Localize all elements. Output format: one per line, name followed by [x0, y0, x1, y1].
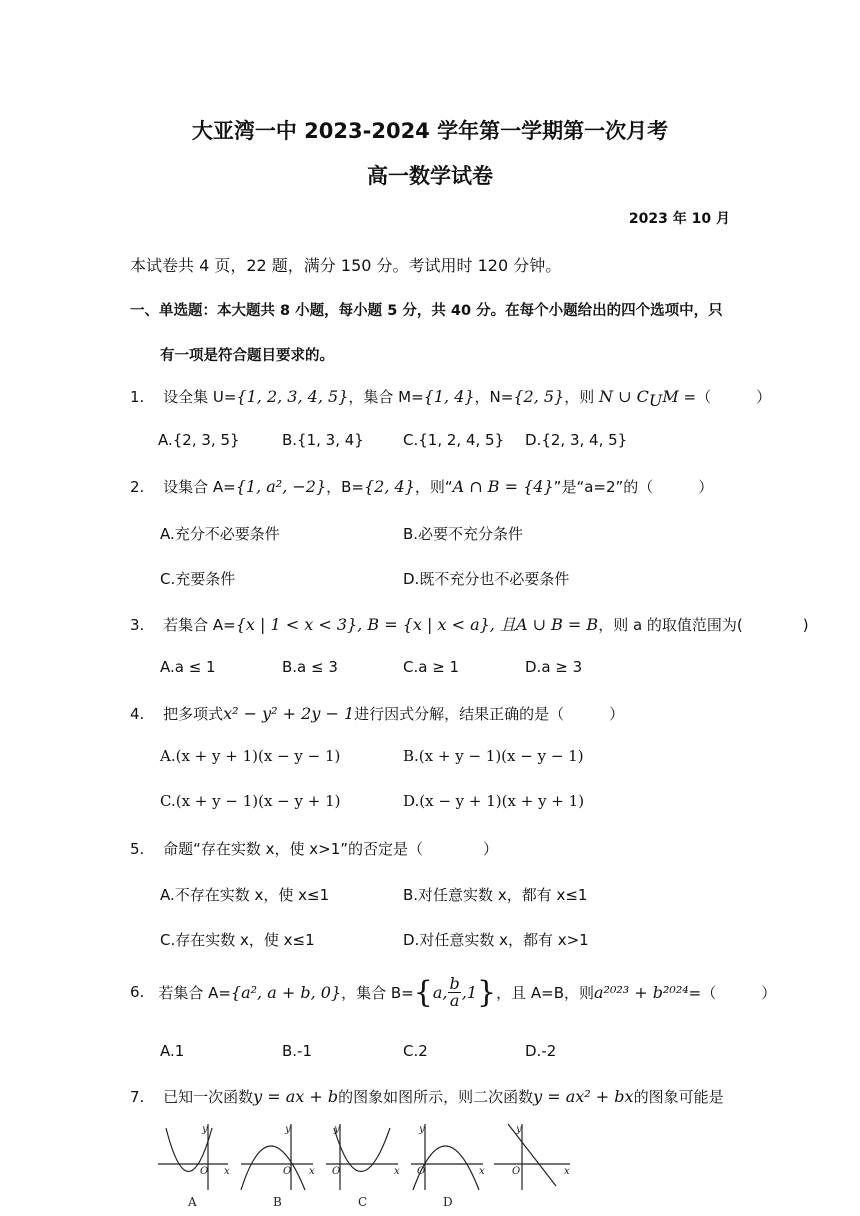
right-brace: } [477, 974, 497, 1010]
option-a: A.(x + y + 1)(x − y − 1) [160, 747, 341, 765]
y-axis-label: y [419, 1124, 425, 1135]
origin-label: O [332, 1166, 341, 1177]
exam-title: 大亚湾一中 2023-2024 学年第一学期第一次月考 [191, 119, 669, 143]
question-1: 1. 设全集 U={1, 2, 3, 4, 5}，集合 M={1, 4}，N={2, 5}，则 N ∪ $C_UM$ =（ ） [130, 387, 772, 410]
option-d: D.对任意实数 x，都有 x>1 [403, 931, 589, 949]
origin-label: O [283, 1166, 292, 1177]
question-number: 4. [130, 705, 145, 723]
graph-label: D [443, 1195, 453, 1209]
origin-label: O [417, 1166, 426, 1177]
question-number: 2. [130, 478, 145, 496]
option-c: C.存在实数 x，使 x≤1 [160, 931, 315, 949]
option-b: B.对任意实数 x，都有 x≤1 [403, 886, 588, 904]
y-axis-label: y [202, 1124, 208, 1135]
option-d: D.a ≥ 3 [525, 658, 583, 676]
question-4: 4. 把多项式x² − y² + 2y − 1进行因式分解，结果正确的是（ ） [130, 704, 625, 723]
question-number: 5. [130, 840, 145, 858]
option-a: A.a ≤ 1 [160, 658, 216, 676]
graph-label: A [188, 1195, 197, 1209]
y-axis-label: y [516, 1124, 522, 1135]
option-c: C.充要条件 [160, 570, 236, 588]
exam-intro: 本试卷共 4 页，22 题，满分 150 分。考试用时 120 分钟。 [130, 256, 562, 275]
linear-function-graph [494, 1124, 570, 1190]
question-7: 7. 已知一次函数y = ax + b的图象如图所示，则二次函数y = ax² + bx的图象可能是 [130, 1087, 724, 1106]
left-brace: { [413, 974, 433, 1010]
option-d: D.{2, 3, 4, 5} [525, 431, 628, 449]
option-b: B.必要不充分条件 [403, 525, 524, 543]
option-b: B.-1 [282, 1042, 313, 1060]
graph-b [241, 1124, 315, 1209]
question-6: 6. 若集合 A= {a², a + b, 0} ，集合 B= { a, $\frac{b}{a}$ ,1 } ，且 A=B，则 a²⁰²³ + b²⁰²⁴ =（ ） [130, 973, 777, 1010]
option-a: A.1 [160, 1042, 185, 1060]
option-d: D.-2 [525, 1042, 557, 1060]
section-heading-line1: 一、单选题：本大题共 8 小题，每小题 5 分，共 40 分。在每个小题给出的四个选项中，只 [130, 303, 723, 319]
option-c: C.(x + y − 1)(x − y + 1) [160, 792, 341, 810]
option-a: A.{2, 3, 5} [158, 431, 240, 449]
x-axis-label: x [394, 1166, 400, 1177]
question-3: 3. 若集合 A={x | 1 < x < 3}, B = {x | x < a}, 且A ∪ B = B，则 a 的取值范围为( ) [130, 615, 809, 634]
x-axis-label: x [479, 1166, 485, 1177]
graph-label: B [273, 1195, 282, 1209]
y-axis-label: y [285, 1124, 291, 1135]
x-axis-label: x [309, 1166, 315, 1177]
option-d: D.既不充分也不必要条件 [403, 570, 570, 588]
graph-label: C [358, 1195, 368, 1209]
x-axis-label: x [564, 1166, 570, 1177]
question-5: 5. 命题“存在实数 x，使 x>1”的否定是（ ） [130, 840, 499, 858]
option-a: A.不存在实数 x，使 x≤1 [160, 886, 330, 904]
option-b: B.a ≤ 3 [282, 658, 338, 676]
exam-subtitle: 高一数学试卷 [367, 164, 493, 188]
y-axis-label: y [334, 1124, 340, 1135]
option-c: C.a ≥ 1 [403, 658, 460, 676]
graph-d [411, 1124, 485, 1209]
origin-label: O [200, 1166, 209, 1177]
exam-date: 2023 年 10 月 [628, 211, 730, 227]
option-a: A.充分不必要条件 [160, 525, 280, 543]
option-b: B.(x + y − 1)(x − y − 1) [403, 747, 584, 765]
origin-label: O [512, 1166, 521, 1177]
question-7-graphs [150, 1120, 590, 1216]
graph-a [158, 1124, 230, 1209]
option-b: B.{1, 3, 4} [282, 431, 364, 449]
graph-c [326, 1124, 400, 1209]
fraction-b-over-a: $\frac{b}{a}$ [449, 973, 460, 1010]
question-number: 7. [130, 1088, 145, 1106]
question-number: 1. [130, 388, 145, 406]
question-number: 3. [130, 616, 145, 634]
option-c: C.{1, 2, 4, 5} [403, 431, 505, 449]
question-2: 2. 设集合 A={1, a², −2}，B={2, 4}，则“A ∩ B = {4}”是“a=2”的（ ） [130, 477, 714, 496]
question-number: 6. [130, 983, 145, 1001]
section-heading-line2: 有一项是符合题目要求的。 [160, 348, 334, 364]
option-d: D.(x − y + 1)(x + y + 1) [403, 792, 585, 810]
x-axis-label: x [224, 1166, 230, 1177]
option-c: C.2 [403, 1042, 428, 1060]
